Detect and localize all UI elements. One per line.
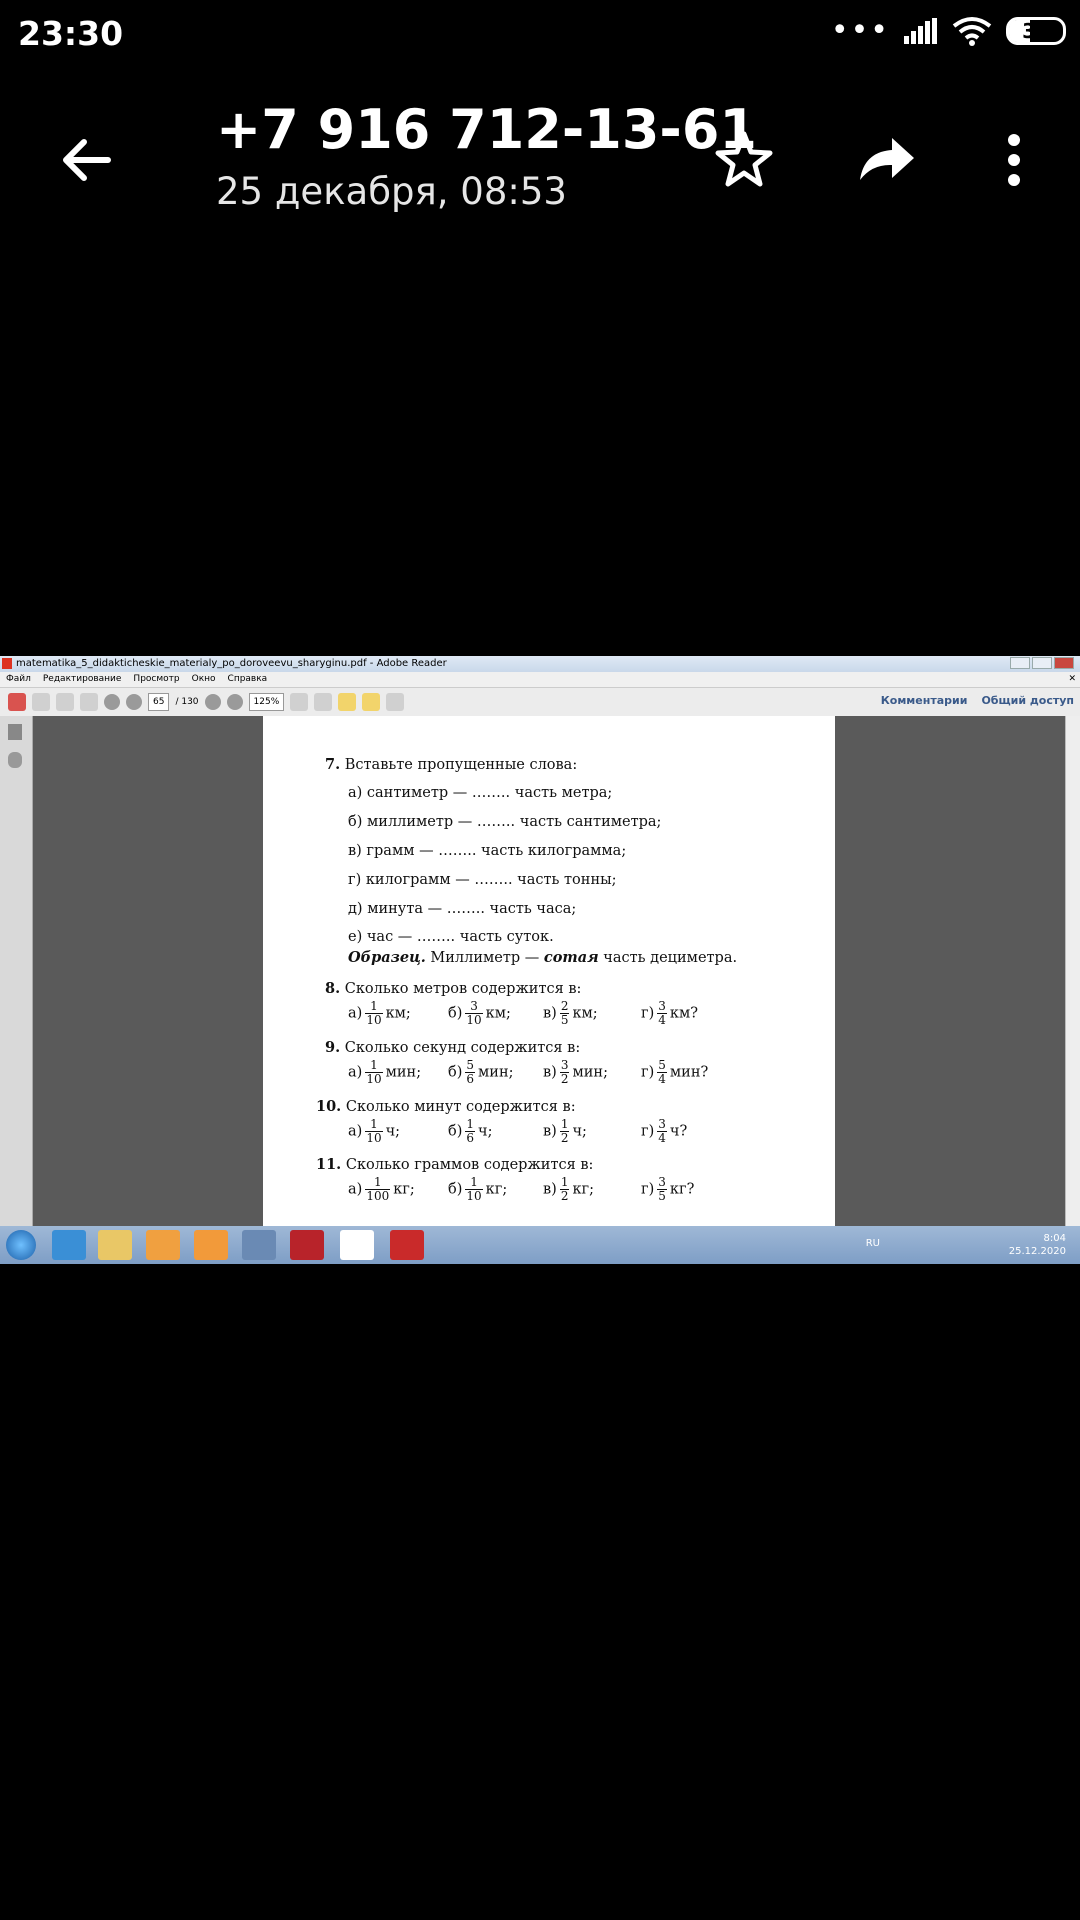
menu-edit: Редактирование bbox=[42, 674, 122, 684]
fraction-option bbox=[348, 1118, 400, 1145]
fraction bbox=[560, 1000, 570, 1027]
window-controls bbox=[1010, 657, 1074, 669]
option-label: г) bbox=[641, 1005, 655, 1022]
denominator: 6 bbox=[466, 1072, 475, 1086]
pdf-scrollbar bbox=[1065, 716, 1080, 1226]
option-label: г) bbox=[641, 1181, 655, 1198]
mcafee-icon bbox=[290, 1230, 324, 1260]
pdf-window-title-text: matematika_5_didakticheskie_materialy_po_doroveevu_sharyginu.pdf - Adobe Reader bbox=[16, 658, 447, 669]
close-doc-icon: ✕ bbox=[1068, 674, 1076, 684]
attachments-icon bbox=[8, 752, 22, 768]
task-7-sample: Образец. Миллиметр — сотая часть дециметра. bbox=[348, 949, 738, 966]
page-total: / 130 bbox=[175, 697, 199, 707]
denominator: 10 bbox=[466, 1189, 482, 1203]
numerator: 1 bbox=[466, 1117, 475, 1131]
more-notifications-icon: ••• bbox=[830, 13, 890, 48]
battery-icon bbox=[1006, 17, 1066, 45]
yandex-icon bbox=[340, 1230, 374, 1260]
numerator: 1 bbox=[365, 1000, 382, 1014]
numerator: 5 bbox=[658, 1058, 666, 1072]
fraction-option bbox=[448, 1118, 493, 1145]
denominator: 2 bbox=[560, 1131, 569, 1145]
fraction-option bbox=[543, 1000, 598, 1027]
option-unit: мин? bbox=[669, 1064, 709, 1081]
navigation-panel bbox=[0, 716, 33, 1226]
numerator: 2 bbox=[560, 999, 569, 1013]
fraction-option bbox=[348, 1059, 421, 1086]
zoom-in-icon bbox=[227, 694, 243, 710]
denominator: 2 bbox=[560, 1072, 569, 1086]
denominator: 10 bbox=[366, 1131, 382, 1145]
option-unit: км; bbox=[485, 1005, 511, 1022]
tray-date: 25.12.2020 bbox=[1008, 1246, 1066, 1257]
status-time: 23:30 bbox=[18, 14, 124, 53]
menu-help: Справка bbox=[227, 674, 268, 684]
option-label: а) bbox=[348, 1123, 363, 1140]
fraction bbox=[560, 1118, 570, 1145]
fraction-option bbox=[641, 1000, 698, 1027]
task-9-heading: 9. Сколько секунд содержится в: bbox=[325, 1039, 581, 1056]
option-unit: ч; bbox=[385, 1123, 401, 1140]
battery-level: 39 bbox=[1022, 19, 1050, 43]
explorer-icon bbox=[98, 1230, 132, 1260]
print-icon bbox=[56, 693, 74, 711]
option-unit: мин; bbox=[478, 1064, 514, 1081]
page-number-field: 65 bbox=[148, 693, 169, 711]
adobe-reader-icon bbox=[390, 1230, 424, 1260]
task-7-item: а) сантиметр — …….. часть метра; bbox=[348, 785, 613, 801]
option-unit: мин; bbox=[572, 1064, 608, 1081]
numerator: 1 bbox=[365, 1118, 382, 1132]
fit-width-icon bbox=[314, 693, 332, 711]
option-label: в) bbox=[543, 1181, 557, 1198]
media-icon bbox=[146, 1230, 180, 1260]
menu-file: Файл bbox=[6, 674, 31, 684]
task-11-heading: 11. Сколько граммов содержится в: bbox=[316, 1156, 594, 1173]
task-10-heading: 10. Сколько минут содержится в: bbox=[316, 1098, 576, 1115]
option-unit: км; bbox=[385, 1005, 411, 1022]
fraction bbox=[365, 1176, 390, 1203]
signal-icon bbox=[904, 18, 938, 44]
zoom-field: 125% bbox=[249, 693, 285, 711]
start-button-icon bbox=[6, 1230, 36, 1260]
option-unit: кг; bbox=[572, 1181, 595, 1198]
option-unit: мин; bbox=[385, 1064, 422, 1081]
option-unit: км; bbox=[572, 1005, 598, 1022]
denominator: 5 bbox=[658, 1189, 666, 1203]
fraction-option bbox=[348, 1176, 415, 1203]
fraction-option bbox=[543, 1059, 608, 1086]
toolbar-right bbox=[881, 694, 1074, 707]
task-7-item: е) час — …….. часть суток. bbox=[348, 929, 554, 945]
numerator: 1 bbox=[560, 1175, 569, 1189]
option-label: б) bbox=[448, 1005, 463, 1022]
option-unit: кг; bbox=[485, 1181, 508, 1198]
maximize-icon bbox=[1032, 657, 1052, 669]
fraction-option bbox=[543, 1118, 587, 1145]
numerator: 3 bbox=[465, 1000, 482, 1014]
zoom-out-icon bbox=[205, 694, 221, 710]
task-7-heading: 7. Вставьте пропущенные слова: bbox=[325, 756, 578, 773]
message-date: 25 декабря, 08:53 bbox=[216, 170, 567, 213]
fraction bbox=[465, 1059, 475, 1086]
ie-icon bbox=[52, 1230, 86, 1260]
fit-page-icon bbox=[290, 693, 308, 711]
pdf-menubar bbox=[0, 672, 1080, 688]
option-label: г) bbox=[641, 1123, 655, 1140]
option-unit: ч; bbox=[478, 1123, 493, 1140]
fullscreen-icon bbox=[386, 693, 404, 711]
numerator: 1 bbox=[365, 1059, 382, 1073]
attached-image[interactable] bbox=[0, 656, 1080, 1264]
option-unit: кг? bbox=[669, 1181, 695, 1198]
task-7-item: в) грамм — …….. часть килограмма; bbox=[348, 843, 627, 859]
fraction-option bbox=[641, 1118, 687, 1145]
option-label: г) bbox=[641, 1064, 655, 1081]
tray-clock bbox=[1009, 1232, 1066, 1258]
fraction-option bbox=[641, 1059, 708, 1086]
contact-number: +7 916 712-13-61 bbox=[216, 98, 757, 161]
share-access-button: Общий доступ bbox=[981, 694, 1074, 707]
network-app-icon bbox=[242, 1230, 276, 1260]
back-arrow-icon[interactable] bbox=[56, 130, 116, 190]
denominator: 2 bbox=[560, 1189, 569, 1203]
option-label: а) bbox=[348, 1064, 363, 1081]
option-unit: ч? bbox=[669, 1123, 688, 1140]
fraction-option bbox=[348, 1000, 411, 1027]
option-label: а) bbox=[348, 1181, 363, 1198]
fraction bbox=[657, 1059, 667, 1086]
pdf-toolbar bbox=[0, 688, 1080, 717]
numerator: 3 bbox=[560, 1058, 569, 1072]
task-7-item: д) минута — …….. часть часа; bbox=[348, 901, 577, 917]
page-up-icon bbox=[104, 694, 120, 710]
star-icon[interactable] bbox=[712, 128, 776, 192]
fraction bbox=[465, 1118, 475, 1145]
fraction-option bbox=[641, 1176, 694, 1203]
pdf-page bbox=[263, 716, 835, 1226]
fraction-option bbox=[448, 1059, 514, 1086]
more-icon[interactable] bbox=[982, 128, 1046, 192]
menu-window: Окно bbox=[191, 674, 216, 684]
fraction bbox=[365, 1059, 382, 1086]
pdf-window-title bbox=[0, 656, 1080, 672]
fraction bbox=[465, 1000, 482, 1027]
status-bar bbox=[0, 0, 1080, 76]
option-label: в) bbox=[543, 1064, 557, 1081]
app-icon bbox=[194, 1230, 228, 1260]
numerator: 1 bbox=[365, 1176, 390, 1190]
denominator: 4 bbox=[658, 1013, 666, 1027]
denominator: 5 bbox=[560, 1013, 569, 1027]
fraction bbox=[465, 1176, 482, 1203]
denominator: 10 bbox=[366, 1013, 382, 1027]
option-unit: км? bbox=[669, 1005, 699, 1022]
denominator: 10 bbox=[366, 1072, 382, 1086]
save-icon bbox=[32, 693, 50, 711]
fraction bbox=[365, 1000, 382, 1027]
numerator: 1 bbox=[465, 1176, 482, 1190]
task-7-item: б) миллиметр — …….. часть сантиметра; bbox=[348, 814, 662, 830]
message-header bbox=[0, 90, 1080, 240]
option-label: б) bbox=[448, 1064, 463, 1081]
option-label: б) bbox=[448, 1181, 463, 1198]
option-label: а) bbox=[348, 1005, 363, 1022]
fraction bbox=[560, 1176, 570, 1203]
fraction bbox=[657, 1118, 667, 1145]
fraction-option bbox=[448, 1000, 511, 1027]
option-unit: ч; bbox=[572, 1123, 587, 1140]
option-unit: кг; bbox=[393, 1181, 415, 1198]
denominator: 4 bbox=[658, 1072, 666, 1086]
status-icons bbox=[830, 13, 1066, 48]
task-8-heading: 8. Сколько метров содержится в: bbox=[325, 980, 582, 997]
option-label: в) bbox=[543, 1005, 557, 1022]
windows-taskbar bbox=[0, 1226, 1080, 1264]
fraction-option bbox=[448, 1176, 507, 1203]
email-icon bbox=[80, 693, 98, 711]
numerator: 5 bbox=[466, 1058, 475, 1072]
fraction bbox=[365, 1118, 382, 1145]
language-indicator: RU bbox=[865, 1238, 880, 1249]
tray-time: 8:04 bbox=[1043, 1233, 1066, 1244]
pdf-app-icon bbox=[2, 658, 12, 669]
fraction-option bbox=[543, 1176, 594, 1203]
denominator: 4 bbox=[658, 1131, 666, 1145]
denominator: 6 bbox=[466, 1131, 475, 1145]
numerator: 3 bbox=[658, 1175, 666, 1189]
option-label: в) bbox=[543, 1123, 557, 1140]
denominator: 10 bbox=[466, 1013, 482, 1027]
numerator: 3 bbox=[658, 999, 666, 1013]
fraction bbox=[560, 1059, 570, 1086]
minimize-icon bbox=[1010, 657, 1030, 669]
share-icon[interactable] bbox=[854, 128, 918, 192]
create-pdf-icon bbox=[8, 693, 26, 711]
fraction bbox=[657, 1176, 667, 1203]
menu-view: Просмотр bbox=[133, 674, 180, 684]
highlight-icon bbox=[362, 693, 380, 711]
comments-button: Комментарии bbox=[880, 694, 968, 707]
close-icon bbox=[1054, 657, 1074, 669]
wifi-icon bbox=[952, 16, 992, 46]
comment-icon bbox=[338, 693, 356, 711]
numerator: 1 bbox=[560, 1117, 569, 1131]
pages-icon bbox=[8, 724, 22, 740]
option-label: б) bbox=[448, 1123, 463, 1140]
task-7-item: г) килограмм — …….. часть тонны; bbox=[348, 872, 617, 888]
pdf-workspace bbox=[0, 716, 1080, 1226]
numerator: 3 bbox=[658, 1117, 666, 1131]
denominator: 100 bbox=[366, 1189, 390, 1203]
fraction bbox=[657, 1000, 667, 1027]
page-down-icon bbox=[126, 694, 142, 710]
